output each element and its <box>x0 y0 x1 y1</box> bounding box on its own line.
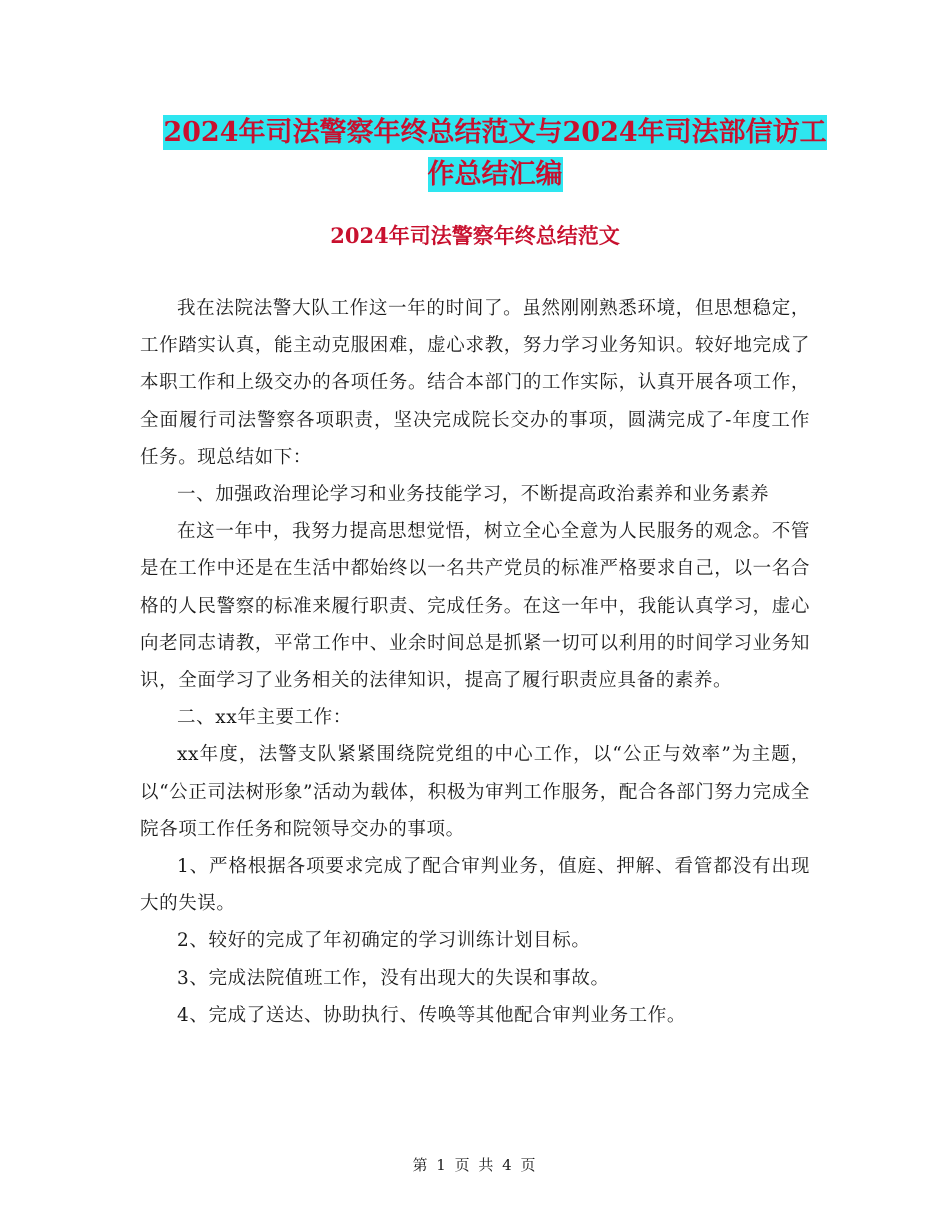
paragraph: 2、较好的完成了年初确定的学习训练计划目标。 <box>177 930 591 952</box>
section-title: 2024年司法警察年终总结范文 <box>330 223 620 248</box>
paragraph: 3、完成法院值班工作，没有出现大的失误和事故。 <box>177 967 610 989</box>
paragraph: 在这一年中，我努力提高思想觉悟，树立全心全意为人民服务的观念。不管是在工作中还是在生活中都始终以一名共产党员的标准严格要求自己，以一名合格的人民警察的标准来履行职责、完成任务。在这一年中，我能认真学习，虚心向老同志请教，平常工作中、业余时间总是抓紧一切可以利用的时间学习业务知识，全面学习了业务相关的法律知识，提高了履行职责应具备的素养。 <box>140 521 810 692</box>
page-footer: 第 1 页 共 4 页 <box>412 1156 538 1174</box>
document-title-line2: 作总结汇编 <box>427 159 563 190</box>
document-body <box>140 290 810 1034</box>
paragraph: 4、完成了送达、协助执行、传唤等其他配合审判业务工作。 <box>177 1004 686 1026</box>
paragraph: xx年度，法警支队紧紧围绕院党组的中心工作，以“公正与效率”为主题，以“公正司法树形象”活动为载体，积极为审判工作服务，配合各部门努力完成全院各项工作任务和院领导交办的事项。 <box>140 744 810 840</box>
paragraph: 二、xx年主要工作： <box>177 707 352 729</box>
document-title <box>140 112 850 196</box>
paragraph: 1、严格根据各项要求完成了配合审判业务，值庭、押解、看管都没有出现大的失误。 <box>140 856 810 915</box>
paragraph: 一、加强政治理论学习和业务技能学习，不断提高政治素养和业务素养 <box>177 484 770 506</box>
paragraph: 我在法院法警大队工作这一年的时间了。虽然刚刚熟悉环境，但思想稳定，工作踏实认真，能主动克服困难，虚心求教，努力学习业务知识。较好地完成了本职工作和上级交办的各项任务。结合本部门的工作实际，认真开展各项工作，全面履行司法警察各项职责，坚决完成院长交办的事项，圆满完成了-年度工作任务。现总结如下： <box>140 298 810 468</box>
document-title-line1: 2024年司法警察年终总结范文与2024年司法部信访工 <box>163 117 827 148</box>
